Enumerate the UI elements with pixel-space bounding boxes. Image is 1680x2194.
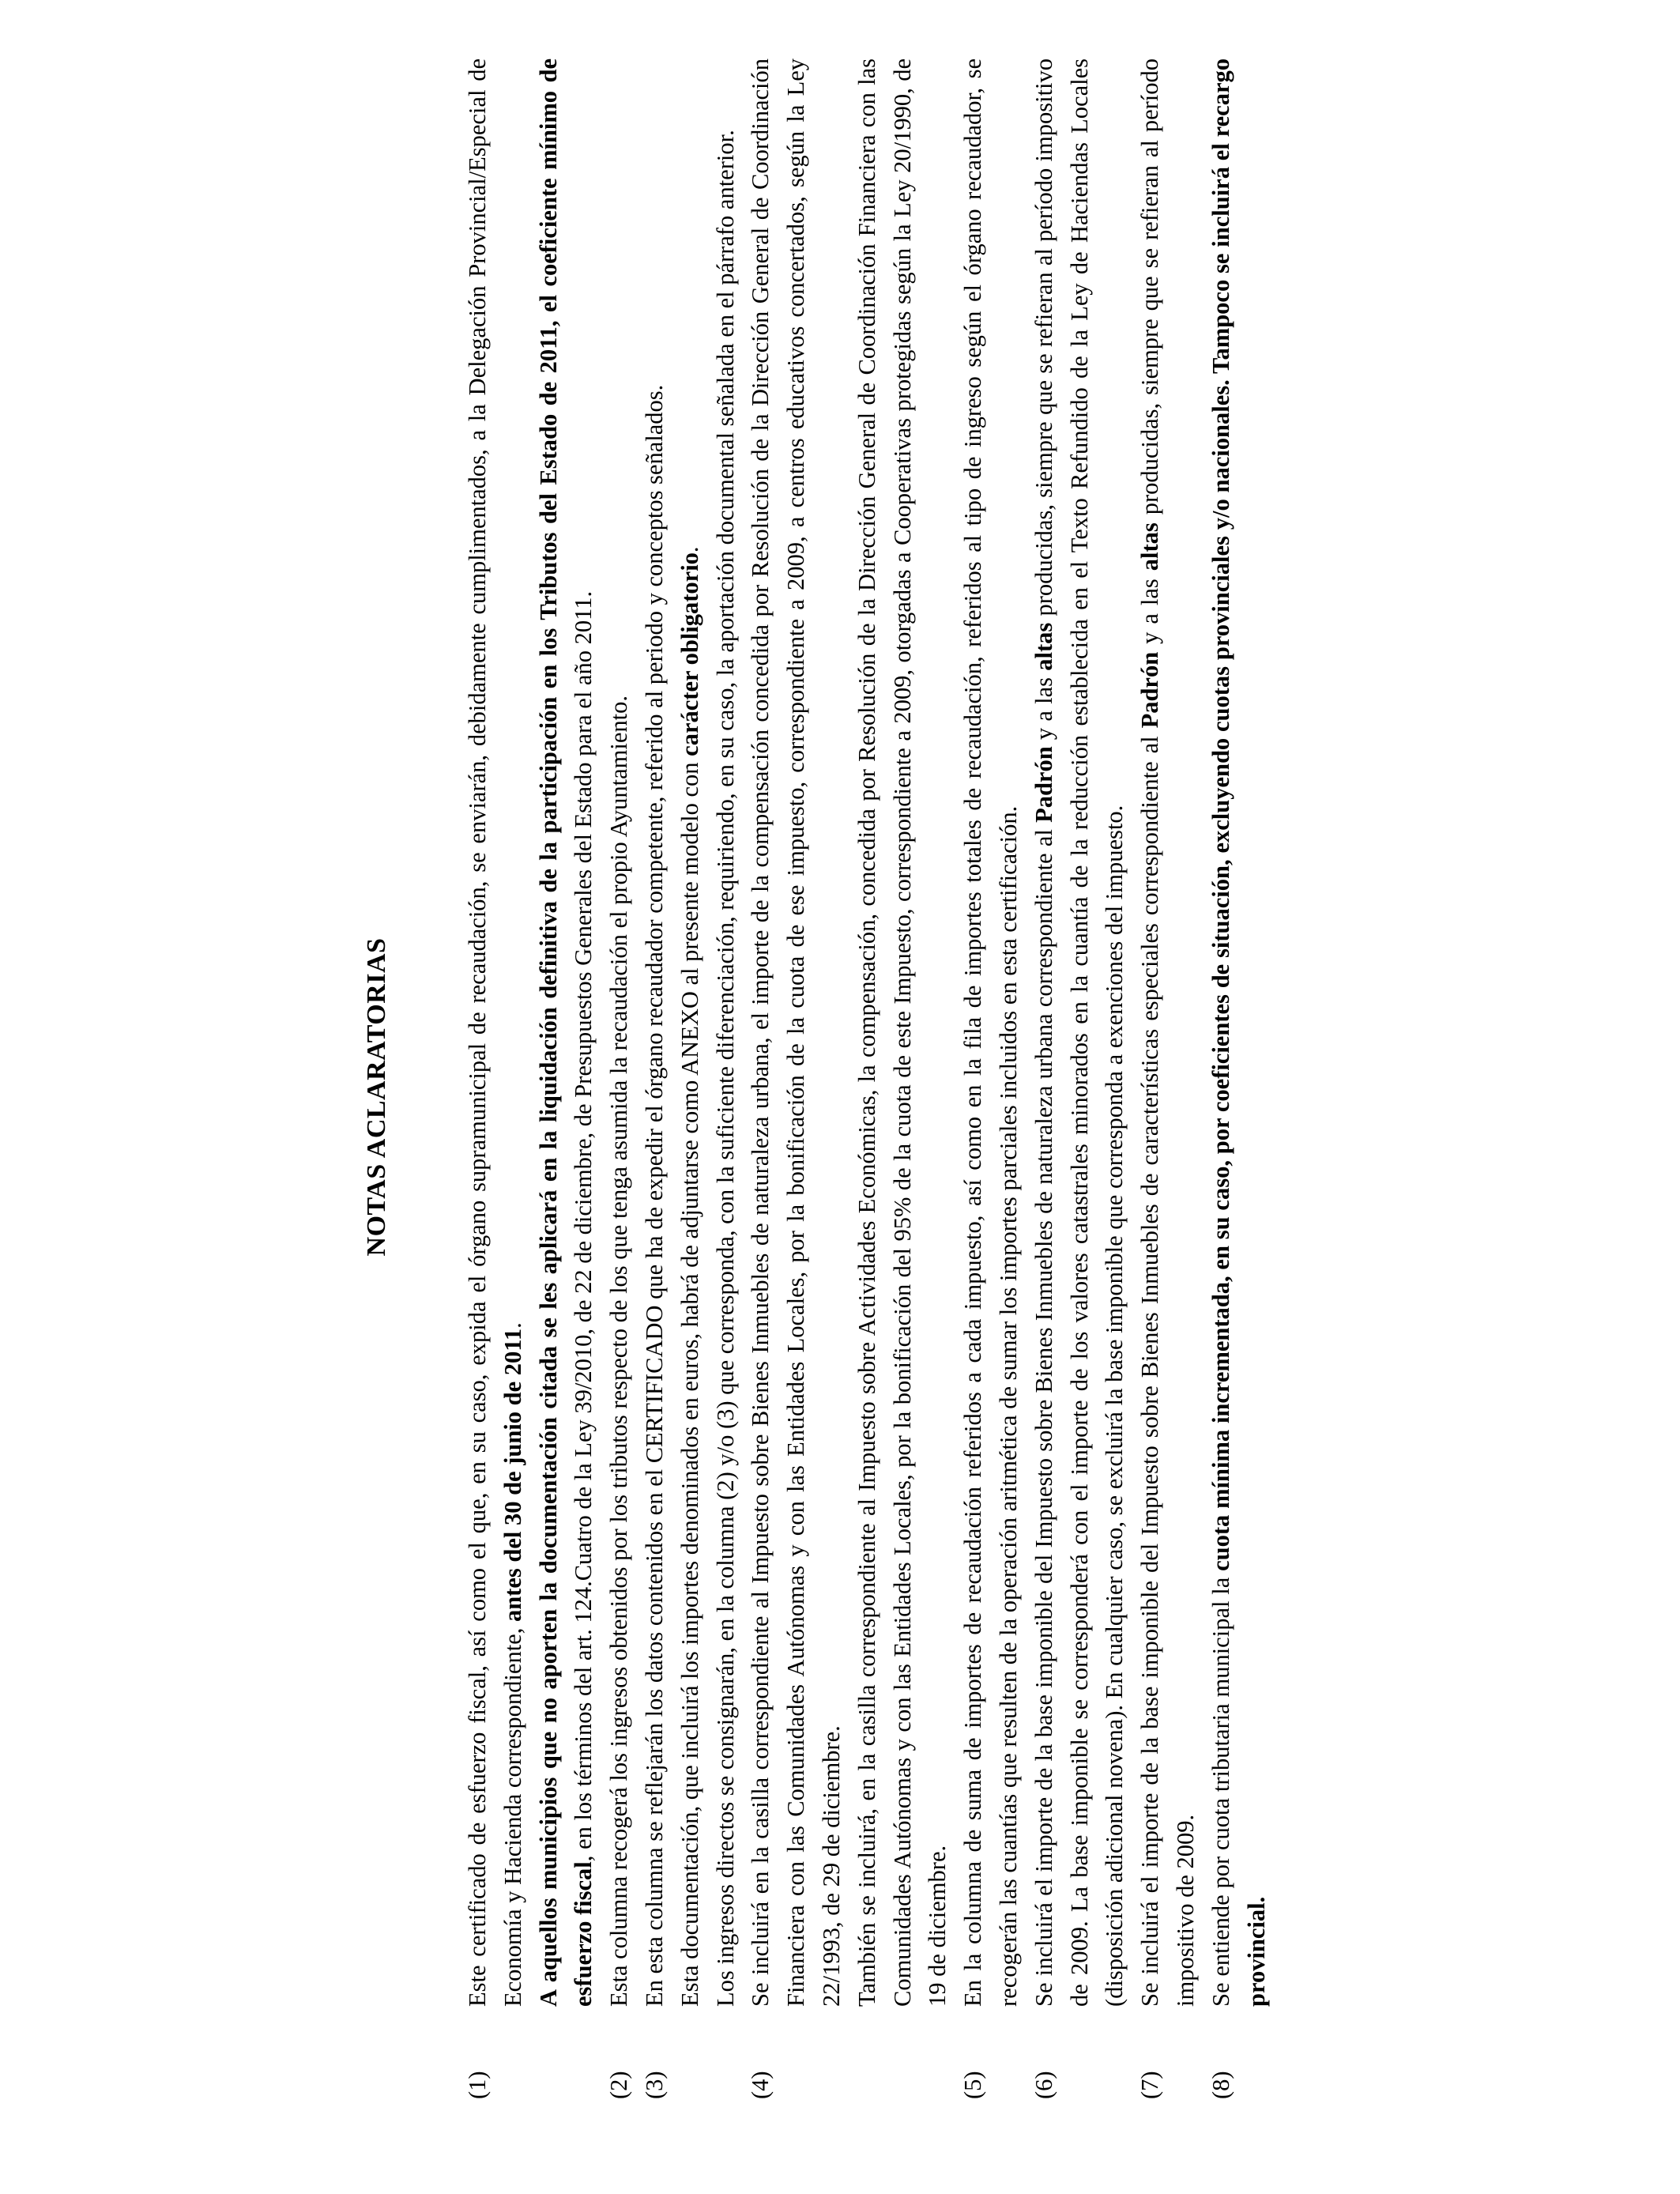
note-paragraph <box>601 58 637 2007</box>
note-paragraph <box>849 58 955 2007</box>
text-run: producidas, siempre que se refieran al período impositivo de 2009. <box>1136 58 1199 2007</box>
bold-text: altas <box>1030 622 1057 671</box>
text-run: Esta documentación, que incluirá los importes denominados en euros, habrá de adjuntarse como ANEXO al presente modelo con <box>676 756 703 2007</box>
note-number: (7) <box>1136 2071 1164 2099</box>
bold-text: A aquellos municipios que no aporten la documentación citada se les aplicará en la liquidación definitiva de la participación en los Tributos del Estado de 2011, el coeficiente mínimo de esfuerzo fiscal <box>534 58 597 2007</box>
bold-text: Padrón <box>1030 746 1057 823</box>
note-item <box>1203 58 1275 2099</box>
note-number: (6) <box>1030 2071 1057 2099</box>
note-paragraph <box>708 58 744 2007</box>
note-paragraph <box>1203 58 1275 2007</box>
bold-text: antes del 30 de junio de 2011 <box>499 1328 526 1623</box>
text-run: Se entiende por cuota tributaria municipal la <box>1207 1570 1234 2007</box>
note-item <box>637 58 743 2099</box>
note-paragraph <box>672 58 708 2007</box>
text-run: y a las <box>1136 571 1164 652</box>
text-run: Esta columna recogerá los ingresos obtenidos por los tributos respecto de los que tenga asumida la recaudación el propio Ayuntamiento. <box>605 695 633 2007</box>
bold-text: carácter obligatorio <box>676 552 703 756</box>
text-run: , en los términos del art. 124.Cuatro de la Ley 39/2010, de 22 de diciembre, de Presupuestos Generales del Estado para el año 2011. <box>570 590 597 1862</box>
text-run: En la columna de suma de importes de recaudación referidos a cada impuesto, así como en la fila de importes totales de recaudación, referidos al tipo de ingreso según el órgano recaudador, se recogerán las cuantías que resulten de la operación aritmética de sumar los importes parciales incluidos en esta certificación. <box>959 58 1022 2007</box>
note-item <box>460 58 601 2099</box>
note-paragraph <box>1132 58 1203 2007</box>
note-number: (8) <box>1207 2071 1234 2099</box>
note-item <box>955 58 1026 2099</box>
note-number: (1) <box>464 2071 491 2099</box>
text-run: Este certificado de esfuerzo fiscal, así como el que, en su caso, expida el órgano supramunicipal de recaudación, se enviarán, debidamente cumplimentados, a la Delegación Provincial/Especial de Economía y Hacienda correspondiente, <box>464 58 526 2007</box>
text-run: y a las <box>1030 670 1057 747</box>
text-run: producidas, siempre que se refieran al período impositivo de 2009. La base imponible se corresponderá con el importe de los valores catastrales minorados en la cuantía de la reducción establecida en el Texto Refundido de la Ley de Haciendas Locales (disposición adicional novena). En cualquier caso, se excluirá la base imponible que corresponda a exenciones del impuesto. <box>1030 58 1128 2007</box>
page-title: NOTAS ACLARATORIAS <box>362 937 391 1257</box>
note-item <box>743 58 955 2099</box>
bold-text: altas <box>1136 522 1164 571</box>
text-run: . <box>676 546 703 553</box>
note-paragraph <box>531 58 602 2007</box>
note-paragraph <box>637 58 672 2007</box>
note-item <box>1026 58 1132 2099</box>
text-run: . <box>499 1322 526 1329</box>
note-paragraph <box>955 58 1026 2007</box>
bold-text: cuota mínima incrementada, en su caso, por coeficientes de situación, excluyendo cuotas provinciales y/o nacionales. Tampoco se incluirá el recargo provincial. <box>1207 58 1270 2007</box>
note-paragraph <box>743 58 849 2007</box>
text-run: Los ingresos directos se consignarán, en la columna (2) y/o (3) que corresponda, con la suficiente diferenciación, requiriendo, en su caso, la aportación documental señalada en el párrafo anterior. <box>711 130 739 2007</box>
note-number: (2) <box>605 2071 633 2099</box>
note-number: (3) <box>640 2071 668 2099</box>
note-item <box>1132 58 1203 2099</box>
note-paragraph <box>460 58 531 2007</box>
text-run: Se incluirá en la casilla correspondiente al Impuesto sobre Bienes Inmuebles de naturaleza urbana, el importe de la compensación concedida por Resolución de la Dirección General de Coordinación Financiera con las Comunidades Autónomas y con las Entidades Locales, por la bonificación de la cuota de ese impuesto, correspondiente a 2009, a centros educativos concertados, según la Ley 22/1993, de 29 de diciembre. <box>747 58 845 2007</box>
text-run: También se incluirá, en la casilla correspondiente al Impuesto sobre Actividades Económicas, la compensación, concedida por Resolución de la Dirección General de Coordinación Financiera con las Comunidades Autónomas y con las Entidades Locales, por la bonificación del 95% de la cuota de este Impuesto, correspondiente a 2009, otorgadas a Cooperativas protegidas según la Ley 20/1990, de 19 de diciembre. <box>853 58 951 2007</box>
text-run: En esta columna se reflejarán los datos contenidos en el CERTIFICADO que ha de expedir el órgano recaudador competente, referido al periodo y conceptos señalados. <box>640 384 668 2007</box>
bold-text: Padrón <box>1136 651 1164 729</box>
notes-list <box>460 58 1274 2099</box>
note-number: (4) <box>747 2071 774 2099</box>
text-run: Se incluirá el importe de la base imponible del Impuesto sobre Bienes Inmuebles de naturaleza urbana correspondiente al <box>1030 822 1057 2007</box>
note-number: (5) <box>959 2071 987 2099</box>
note-paragraph <box>1026 58 1132 2007</box>
text-run: Se incluirá el importe de la base imponible del Impuesto sobre Bienes Inmuebles de características especiales correspondiente al <box>1136 728 1164 2007</box>
note-item <box>601 58 637 2099</box>
